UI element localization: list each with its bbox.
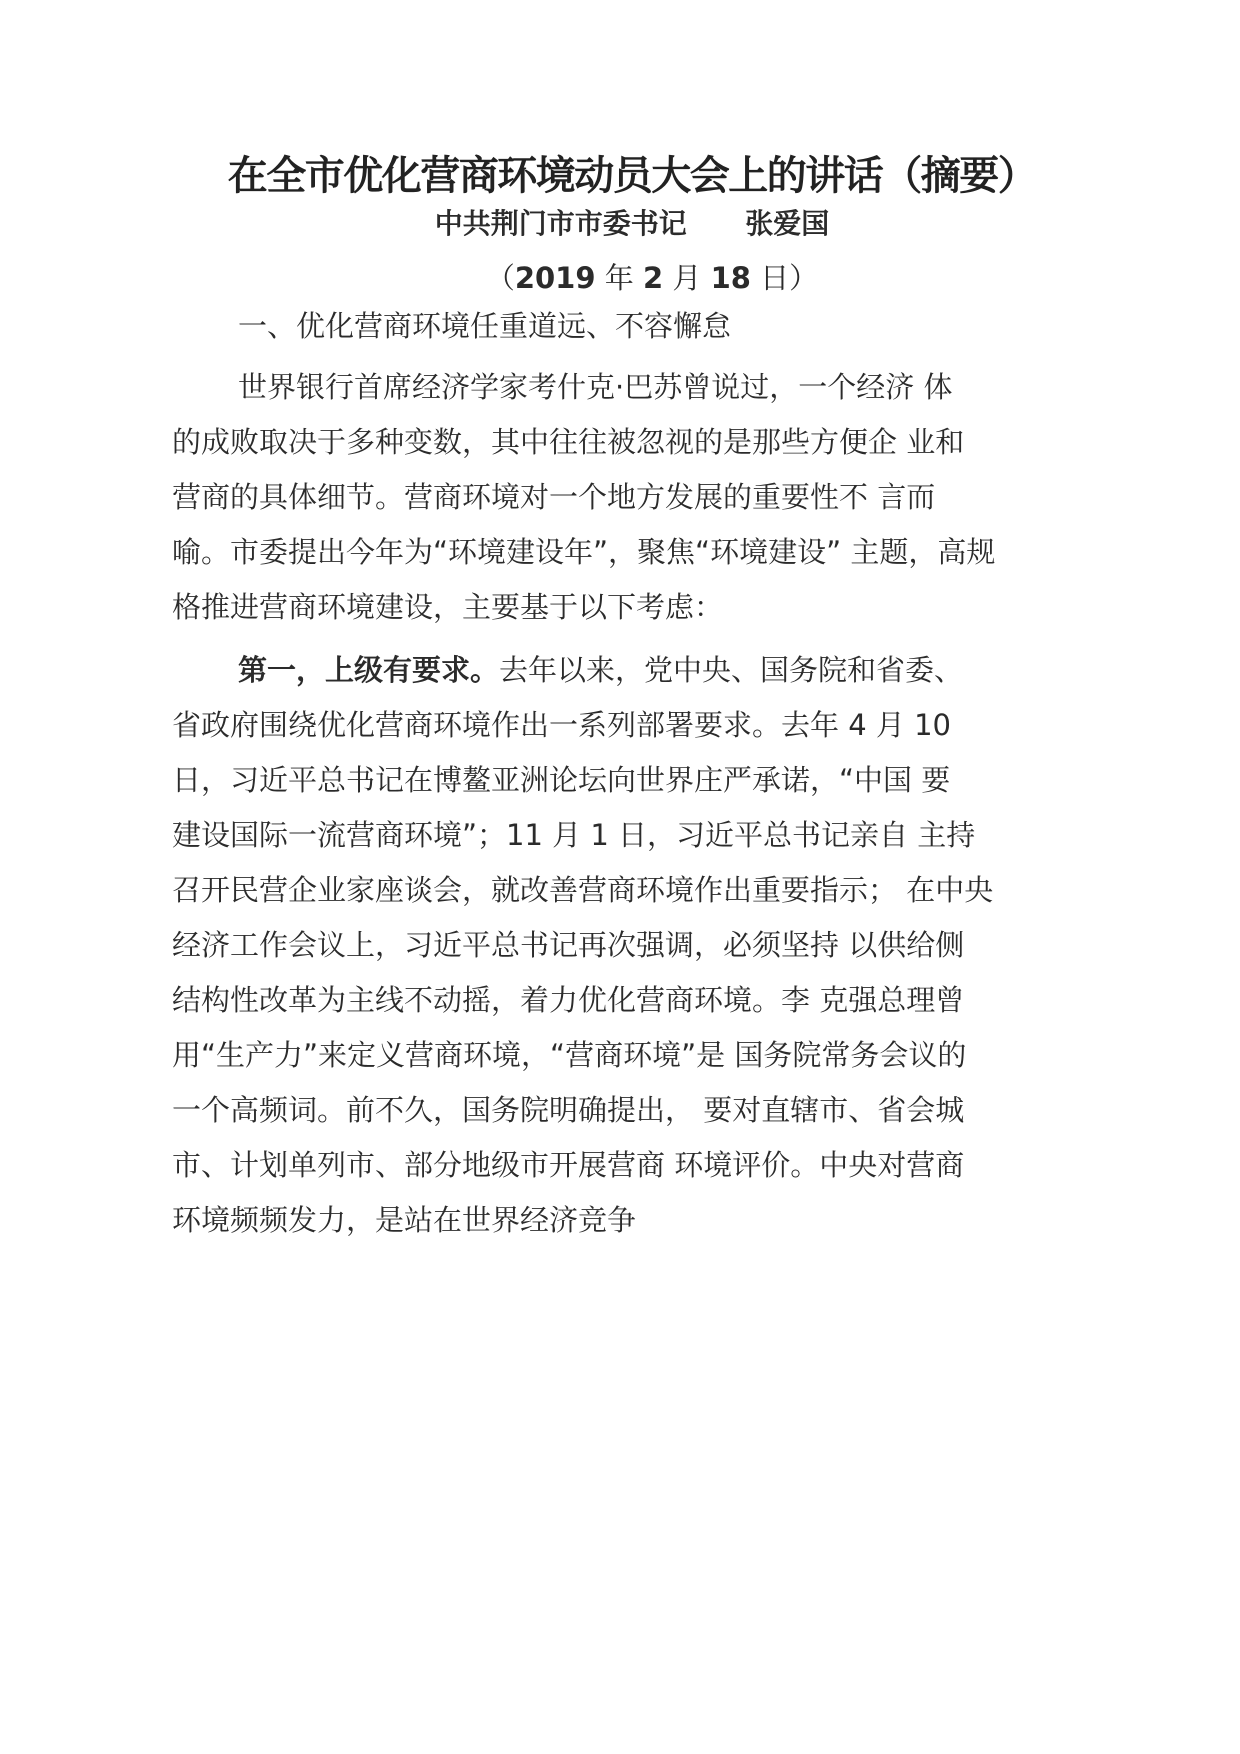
date-day-char: 日） (750, 261, 819, 295)
paragraph-line-text: 去年以来，党中央、国务院和省委、 (499, 653, 964, 687)
paragraph-line: 一个高频词。前不久，国务院明确提出， 要对直辖市、省会城 (172, 1093, 965, 1127)
document-date (172, 254, 1092, 302)
paragraph-line: 省政府围绕优化营商环境作出一系列部署要求。去年 4 月 10 (172, 708, 952, 742)
paragraph-lead: 第一，上级有要求。 (238, 653, 500, 687)
date-year: 2019 (514, 261, 596, 295)
paragraph-line: 的成败取决于多种变数，其中往往被忽视的是那些方便企 业和 (172, 425, 965, 459)
paragraph-line: 格推进营商环境建设，主要基于以下考虑： (172, 590, 724, 624)
paragraph-line: 建设国际一流营商环境”；11 月 1 日，习近平总书记亲自 主持 (172, 818, 976, 852)
document-page (172, 148, 1092, 1248)
paragraph-line: 日，习近平总书记在博鳌亚洲论坛向世界庄严承诺，“中国 要 (172, 763, 951, 797)
date-month-char: 月 (663, 261, 711, 295)
date-month: 2 (642, 261, 664, 295)
date-day: 18 (710, 261, 751, 295)
paragraph-line: 市、计划单列市、部分地级市开展营商 环境评价。中央对营商 (172, 1148, 965, 1182)
date-open: （ (485, 261, 515, 295)
paragraph-1 (172, 360, 1092, 635)
paragraph-line: 喻。市委提出今年为“环境建设年”，聚焦“环境建设” 主题，高规 (172, 535, 996, 569)
section-heading: 一、优化营商环境任重道远、不容懈怠 (238, 309, 732, 343)
paragraph-line: 环境频频发力，是站在世界经济竞争 (172, 1203, 637, 1237)
paragraph-line: 结构性改革为主线不动摇，着力优化营商环境。李 克强总理曾 (172, 983, 965, 1017)
paragraph-line: 世界银行首席经济学家考什克·巴苏曾说过，一个经济 体 (238, 370, 953, 404)
paragraph-line: 召开民营企业家座谈会，就改善营商环境作出重要指示； 在中央 (172, 873, 994, 907)
paragraph-line: 营商的具体细节。营商环境对一个地方发展的重要性不 言而 (172, 480, 936, 514)
document-title: 在全市优化营商环境动员大会上的讲话（摘要） (227, 152, 1037, 199)
paragraph-line: 经济工作会议上，习近平总书记再次强调，必须坚持 以供给侧 (172, 928, 965, 962)
paragraph-2 (172, 643, 1092, 1248)
paragraph-line: 用“生产力”来定义营商环境，“营商环境”是 国务院常务会议的 (172, 1038, 967, 1072)
document-author: 中共荆门市市委书记 张爱国 (434, 207, 830, 240)
paragraph-line (172, 643, 1092, 698)
date-year-char: 年 (595, 261, 643, 295)
